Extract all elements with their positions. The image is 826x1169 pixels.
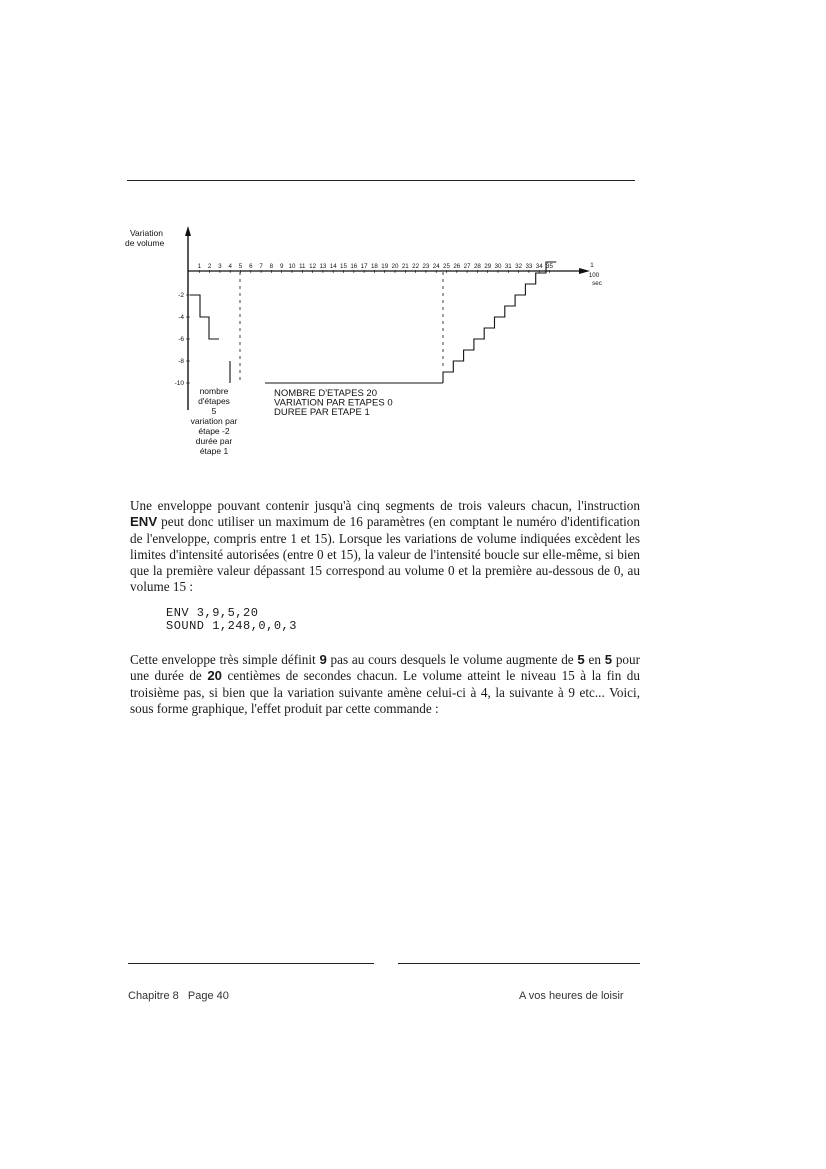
y-axis-arrow: [185, 226, 191, 236]
y-tick-label: -10: [174, 380, 184, 387]
right-annotation-line: DUREE PAR ETAPE 1: [274, 407, 370, 418]
x-tick-label: 5: [238, 263, 243, 270]
x-tick-label: 1: [197, 263, 202, 270]
paragraph-2-text-b: pas au cours desquels le volume augmente de: [326, 652, 578, 667]
x-tick-label: 3: [218, 263, 222, 270]
x-tick-label: 7: [259, 263, 263, 270]
paragraph-1-text-b: peut donc utiliser un maximum de 16 paramètres (en comptant le numéro d'identification de l'enveloppe, compris entre 1 et 15). Lorsque les variations de volume indiquées excèdent les limites d'intensité autorisées (entre 0 et 15), la valeur de l'intensité boucle sur elle-même, si bien que la première valeur dépassant 15 correspond au volume 0 et la première au-dessous de 0, au volume 15 :: [130, 514, 640, 595]
left-annotation-line: d'étapes: [198, 396, 230, 406]
x-tick-label: 16: [350, 263, 358, 270]
x-tick-label: 26: [453, 263, 461, 270]
env-keyword: ENV: [130, 514, 158, 530]
x-tick-label: 28: [473, 263, 481, 270]
x-tick-label: 6: [249, 263, 253, 270]
x-tick-label: 32: [515, 263, 523, 270]
x-tick-label: 35: [546, 263, 553, 270]
footer-right: A vos heures de loisir: [519, 990, 624, 1002]
right-annotation-line: NOMBRE D'ETAPES 20: [274, 388, 377, 399]
footer-rule-left: [128, 963, 374, 964]
paragraph-1-text-a: Une enveloppe pouvant contenir jusqu'à cinq segments de trois valeurs chacun, l'instruction: [130, 498, 640, 513]
x-unit-line2: 100: [588, 272, 600, 279]
x-tick-label: 23: [422, 263, 430, 270]
increment-number: 5: [577, 652, 585, 667]
left-annotation-line: durée par: [195, 436, 233, 446]
y-tick-label: -6: [178, 336, 184, 343]
x-tick-label: 33: [525, 263, 533, 270]
increment-number-2: 5: [604, 652, 613, 667]
y-tick-label: -4: [178, 314, 184, 321]
x-tick-label: 25: [443, 263, 450, 270]
left-annotation-line: variation par: [190, 416, 238, 426]
curve-rising-steps: [443, 262, 556, 383]
right-annotation: [274, 388, 393, 418]
x-tick-label: 34: [535, 263, 543, 270]
paragraph-1: [130, 498, 640, 596]
y-tick-label: -8: [178, 358, 184, 365]
x-tick-label: 30: [494, 263, 502, 270]
x-tick-label: 22: [412, 263, 420, 270]
paragraph-2-text-d: pour une durée de: [130, 652, 640, 684]
x-tick-label: 8: [269, 263, 274, 270]
x-unit-line1: 1: [590, 262, 594, 269]
x-tick-label: 27: [463, 263, 471, 270]
x-unit-line3: sec: [592, 280, 602, 287]
x-tick-label: 24: [432, 263, 440, 270]
x-tick-label: 29: [484, 263, 492, 270]
y-axis-title-line1: Variation: [130, 228, 163, 238]
code-line-2: SOUND 1,248,0,0,3: [166, 619, 297, 633]
paragraph-2-text-c: en: [584, 652, 605, 667]
x-tick-label: 13: [319, 263, 327, 270]
x-tick-label: 21: [401, 263, 409, 270]
y-tick-label: -2: [178, 292, 184, 299]
footer-left: Chapitre 8 Page 40: [128, 990, 229, 1002]
x-tick-label: 2: [207, 263, 212, 270]
x-tick-label: 17: [360, 263, 368, 270]
paragraph-2: [130, 652, 640, 717]
paragraph-2-text-e: centièmes de secondes chacun. Le volume atteint le niveau 15 à la fin du troisième pas, si bien que la variation suivante amène celui-ci à 4, la suivante à 9 etc... Voici, sous forme graphique, l'effet produit par cette commande :: [130, 668, 640, 716]
x-tick-label: 12: [309, 263, 317, 270]
footer-rule-right: [398, 963, 640, 964]
x-tick-label: 4: [228, 263, 232, 270]
envelope-diagram: [0, 0, 826, 480]
code-block: [166, 607, 297, 633]
x-tick-label: 14: [329, 263, 337, 270]
left-annotation-line: étape 1: [199, 446, 229, 456]
left-annotation-line: 5: [211, 406, 217, 416]
right-annotation-line: VARIATION PAR ETAPES 0: [274, 397, 393, 409]
x-tick-label: 31: [504, 263, 512, 270]
steps-number: 9: [319, 652, 327, 667]
left-annotation-line: étape -2: [198, 426, 230, 436]
duration-number: 20: [207, 668, 222, 684]
x-tick-label: 9: [279, 263, 284, 270]
code-line-1: ENV 3,9,5,20: [166, 606, 259, 620]
x-tick-label: 10: [288, 263, 296, 270]
y-axis-title-line2: de volume: [125, 238, 165, 248]
x-tick-label: 19: [381, 263, 389, 270]
left-annotation-line: nombre: [199, 386, 229, 396]
paragraph-2-text-a: Cette enveloppe très simple définit: [130, 652, 320, 667]
x-tick-label: 15: [340, 263, 347, 270]
envelope-curve: [190, 262, 556, 383]
left-annotation: [191, 386, 238, 456]
x-tick-label: 11: [299, 263, 306, 270]
x-tick-label: 18: [370, 263, 378, 270]
curve-descending-steps: [190, 295, 219, 339]
x-tick-label: 20: [391, 263, 399, 270]
